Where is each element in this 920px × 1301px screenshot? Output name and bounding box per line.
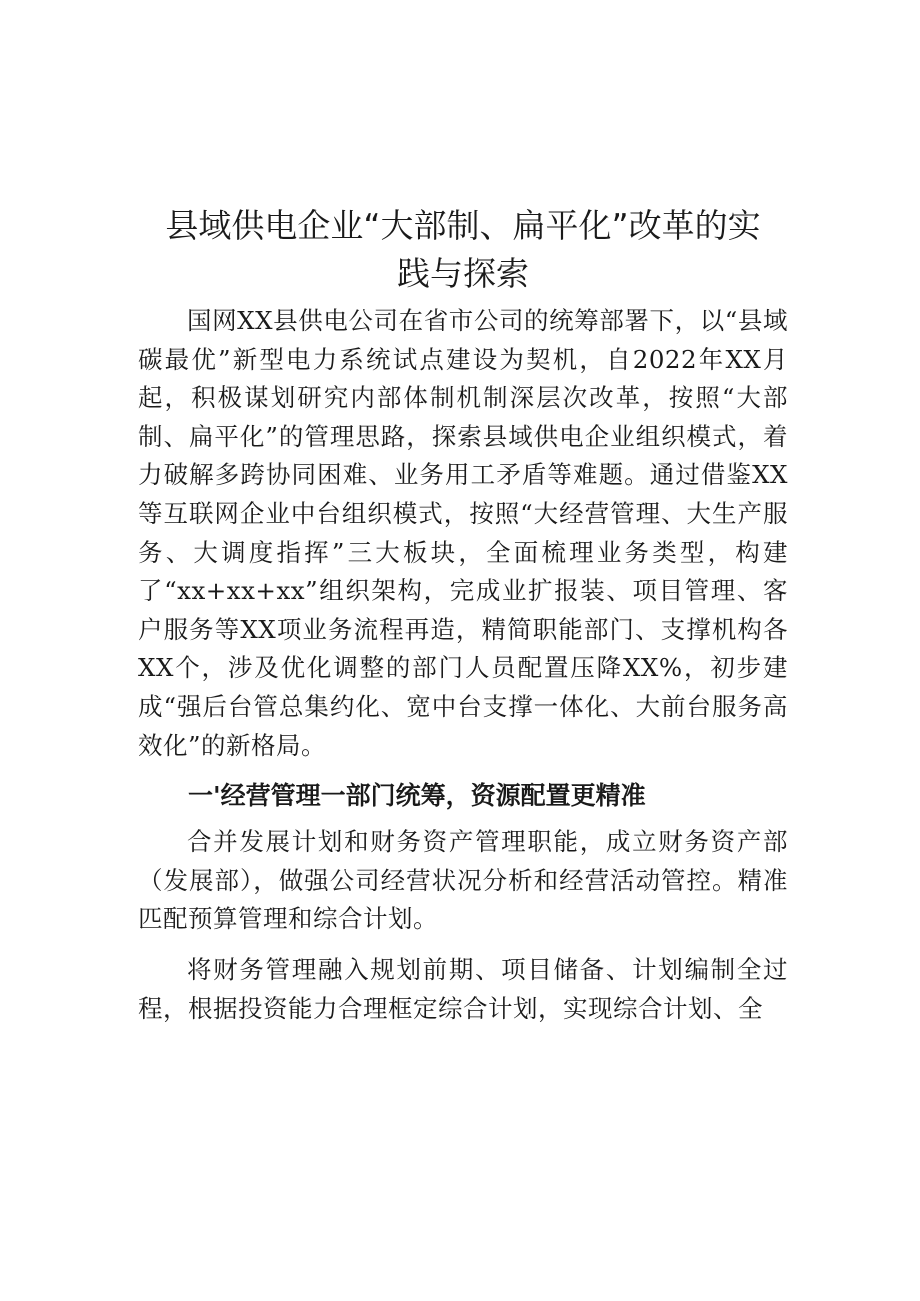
intro-paragraph: 国网XX县供电公司在省市公司的统筹部署下，以“县域碳最优”新型电力系统试点建设为契机，自2022年XX月起，积极谋划研究内部体制机制深层次改革，按照“大部制、扁平化”的管理思路，探索县域供电企业组织模式，着力破解多跨协同困难、业务用工矛盾等难题。通过借鉴XX等互联网企业中台组织模式，按照“大经营管理、大生产服务、大调度指挥”三大板块，全面梳理业务类型，构建了“xx+xx+xx”组织架构，完成业扩报装、项目管理、客户服务等XX项业务流程再造，精简职能部门、支撑机构各XX个，涉及优化调整的部门人员配置压降XX%，初步建成“强后台管总集约化、宽中台支撑一体化、大前台服务高效化”的新格局。 <box>138 306 788 760</box>
document-title <box>138 202 788 298</box>
section-1-paragraph-1: 合并发展计划和财务资产管理职能，成立财务资产部（发展部），做强公司经营状况分析和经营活动管控。精准匹配预算管理和综合计划。 <box>138 827 788 934</box>
section-1-heading: 一'经营管理一部门统筹，资源配置更精准 <box>188 781 646 811</box>
document-page <box>138 202 788 1028</box>
title-line-2: 践与探索 <box>397 254 529 293</box>
section-1-paragraph-2: 将财务管理融入规划前期、项目储备、计划编制全过程，根据投资能力合理框定综合计划，实现综合计划、全 <box>138 954 788 1023</box>
title-line-1: 县域供电企业“大部制、扁平化”改革的实 <box>165 206 761 245</box>
